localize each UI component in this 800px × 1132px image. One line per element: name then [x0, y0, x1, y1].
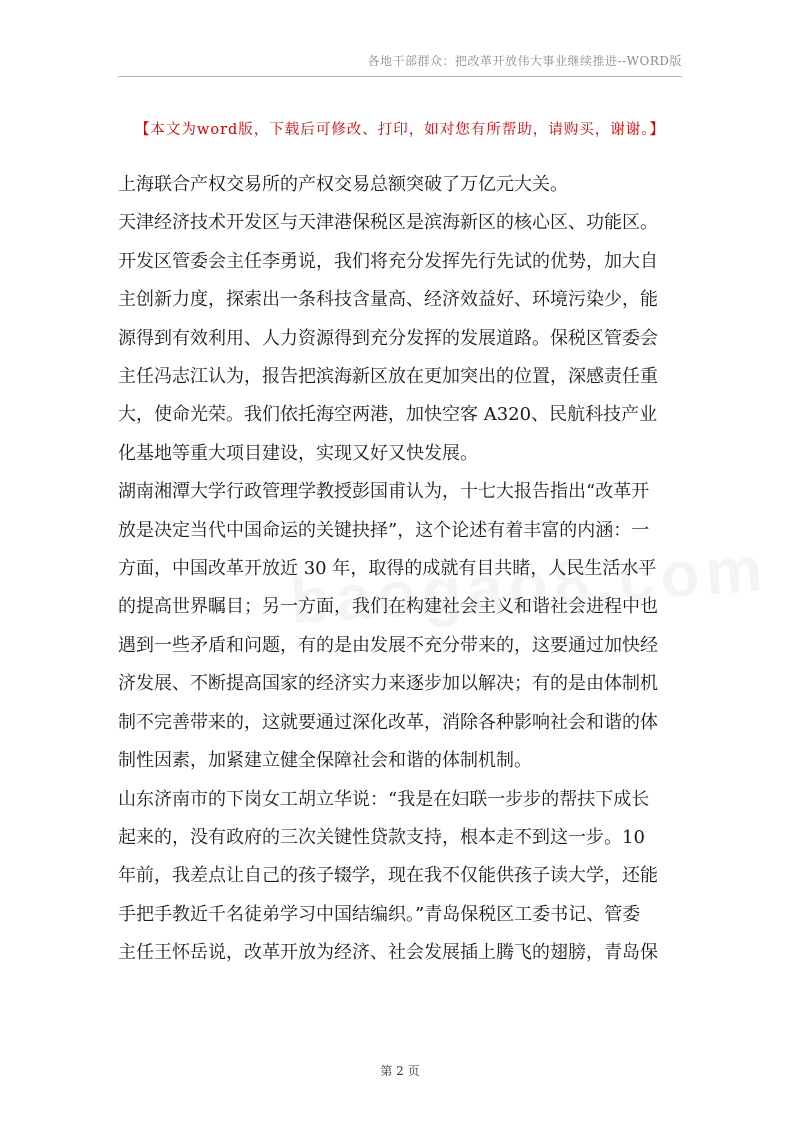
document-body — [118, 166, 682, 973]
paragraph: 天津经济技术开发区与天津港保税区是滨海新区的核心区、功能区。 开发区管委会主任李勇说，我们将充分发挥先行先试的优势，加大自 主创新力度，探索出一条科技含量高、经济效益好、环境污染少，能 源得到有效利用、人力资源得到充分发挥的发展道路。保税区管委会 主任冯志江认为，报告把滨海新区放在更加突出的位置，深感责任重 大，使命光荣。我们依托海空两港，加快空客 A320、民航科技产业 化基地等重大项目建设，实现又好又快发展。 — [118, 212, 658, 464]
page-number: 第 2 页 — [380, 1064, 420, 1078]
paragraph: 山东济南市的下岗女工胡立华说：“我是在妇联一步步的帮扶下成长 起来的，没有政府的三次关键性贷款支持，根本走不到这一步。10 年前，我差点让自己的孩子辍学，现在我不仅能供孩子读大学，还能 手把手教近千名徒弟学习中国结编织。”青岛保税区工委书记、管委 主任王怀岳说，改革开放为经济、社会发展插上腾飞的翅膀，青岛保 — [118, 788, 658, 964]
header-divider — [118, 76, 682, 77]
paragraph: 湖南湘潭大学行政管理学教授彭国甫认为，十七大报告指出“改革开 放是决定当代中国命运的关键抉择”，这个论述有着丰富的内涵：一 方面，中国改革开放近 30 年，取得的成就有目共睹，人民生活水平 的提高世界瞩目；另一方面，我们在构建社会主义和谐社会进程中也 遇到一些矛盾和问题，有的是由发展不充分带来的，这要通过加快经 济发展、不断提高国家的经济实力来逐步加以解决；有的是由体制机 制不完善带来的，这就要通过深化改革，消除各种影响社会和谐的体 制性因素，加紧建立健全保障社会和谐的体制机制。 — [118, 481, 658, 772]
document-header-title: 各地干部群众：把改革开放伟大事业继续推进--WORD版 — [367, 54, 682, 68]
download-notice: 【本文为word版，下载后可修改、打印，如对您有所帮助，请购买，谢谢。】 — [134, 122, 666, 138]
paragraph: 上海联合产权交易所的产权交易总额突破了万亿元大关。 — [118, 174, 568, 195]
